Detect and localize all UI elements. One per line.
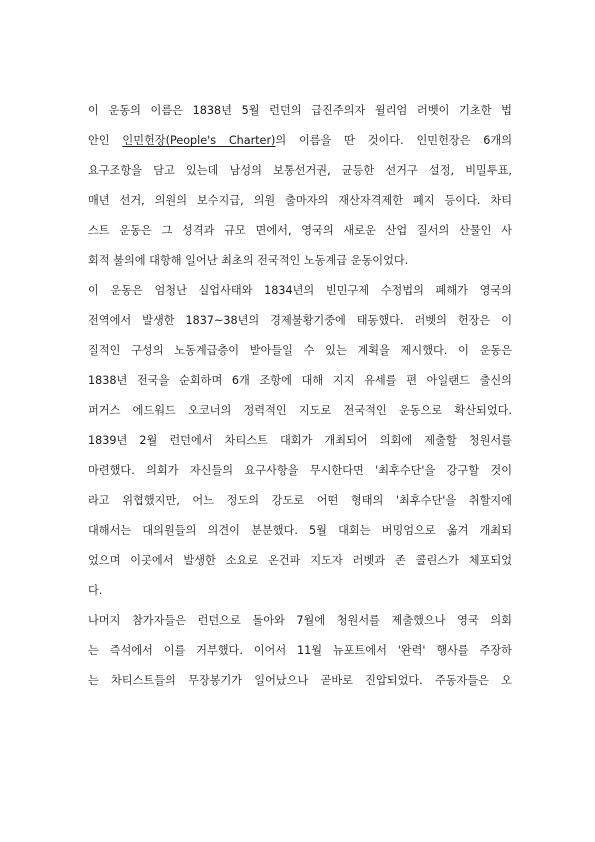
text-line: 마련했다. 의회가 자신들의 요구사항을 무시한다면 '최후수단'을 강구할 것이 <box>88 464 512 477</box>
text-line: 스트 운동은 그 성격과 규모 면에서, 영국의 새로운 산업 질서의 산물인 사 <box>88 224 512 237</box>
text-line: 회적 불의에 대항해 일어난 최초의 전국적인 노동계급 운동이었다. <box>88 254 409 267</box>
paragraph-2 <box>88 276 512 606</box>
text-line: 나머지 참가자들은 런던으로 돌아와 7월에 청원서를 제출했으나 영국 의회 <box>88 614 512 627</box>
peoples-charter-link[interactable]: 인민헌장(People's Charter) <box>122 134 276 147</box>
text-segment: 안인 <box>88 134 123 147</box>
paragraph-1 <box>88 96 512 276</box>
text-line: 전역에서 발생한 1837~38년의 경제불황기중에 태동했다. 러벳의 헌장은 이 <box>88 314 512 327</box>
text-line: 었으며 이곳에서 발생한 소요로 온건파 지도자 러벳과 존 콜린스가 체포되었 <box>88 554 512 567</box>
text-line: 대해서는 대의원들의 의견이 분분했다. 5월 대회는 버밍엄으로 옮겨 개최되 <box>88 524 512 537</box>
paragraph-3 <box>88 606 512 696</box>
text-line: 이 운동의 이름은 1838년 5월 런던의 급진주의자 윌리엄 러벳이 기초한 법 <box>88 104 512 117</box>
text-line: 는 차티스트들의 무장봉기가 일어났으나 곧바로 진압되었다. 주동자들은 오 <box>88 674 512 687</box>
body-text <box>88 96 512 696</box>
text-line: 요구조항을 담고 있는데 남성의 보통선거권, 균등한 선거구 설정, 비밀투표, <box>88 164 512 177</box>
text-segment: 의 이름을 딴 것이다. 인민헌장은 6개의 <box>275 134 512 147</box>
text-line: 1839년 2월 런던에서 차티스트 대회가 개최되어 의회에 제출할 청원서를 <box>88 434 512 447</box>
text-line: 다. <box>88 584 103 597</box>
text-line: 라고 위협했지만, 어느 정도의 강도로 어떤 형태의 '최후수단'을 취할지에 <box>88 494 512 507</box>
text-line: 퍼거스 에드워드 오코너의 정력적인 지도로 전국적인 운동으로 확산되었다. <box>88 404 512 417</box>
text-line <box>88 126 512 156</box>
text-line: 1838년 전국을 순회하며 6개 조항에 대해 지지 유세를 편 아일랜드 출신의 <box>88 374 512 387</box>
text-line: 매년 선거, 의원의 보수지급, 의원 출마자의 재산자격제한 폐지 등이다. 차티 <box>88 194 512 207</box>
text-line: 질적인 구성의 노동계급층이 받아들일 수 있는 계획을 제시했다. 이 운동은 <box>88 344 512 357</box>
text-line: 이 운동은 엄청난 실업사태와 1834년의 빈민구제 수정법의 폐해가 영국의 <box>88 284 512 297</box>
text-line: 는 즉석에서 이를 거부했다. 이어서 11월 뉴포트에서 '완력' 행사를 주장하 <box>88 644 512 657</box>
